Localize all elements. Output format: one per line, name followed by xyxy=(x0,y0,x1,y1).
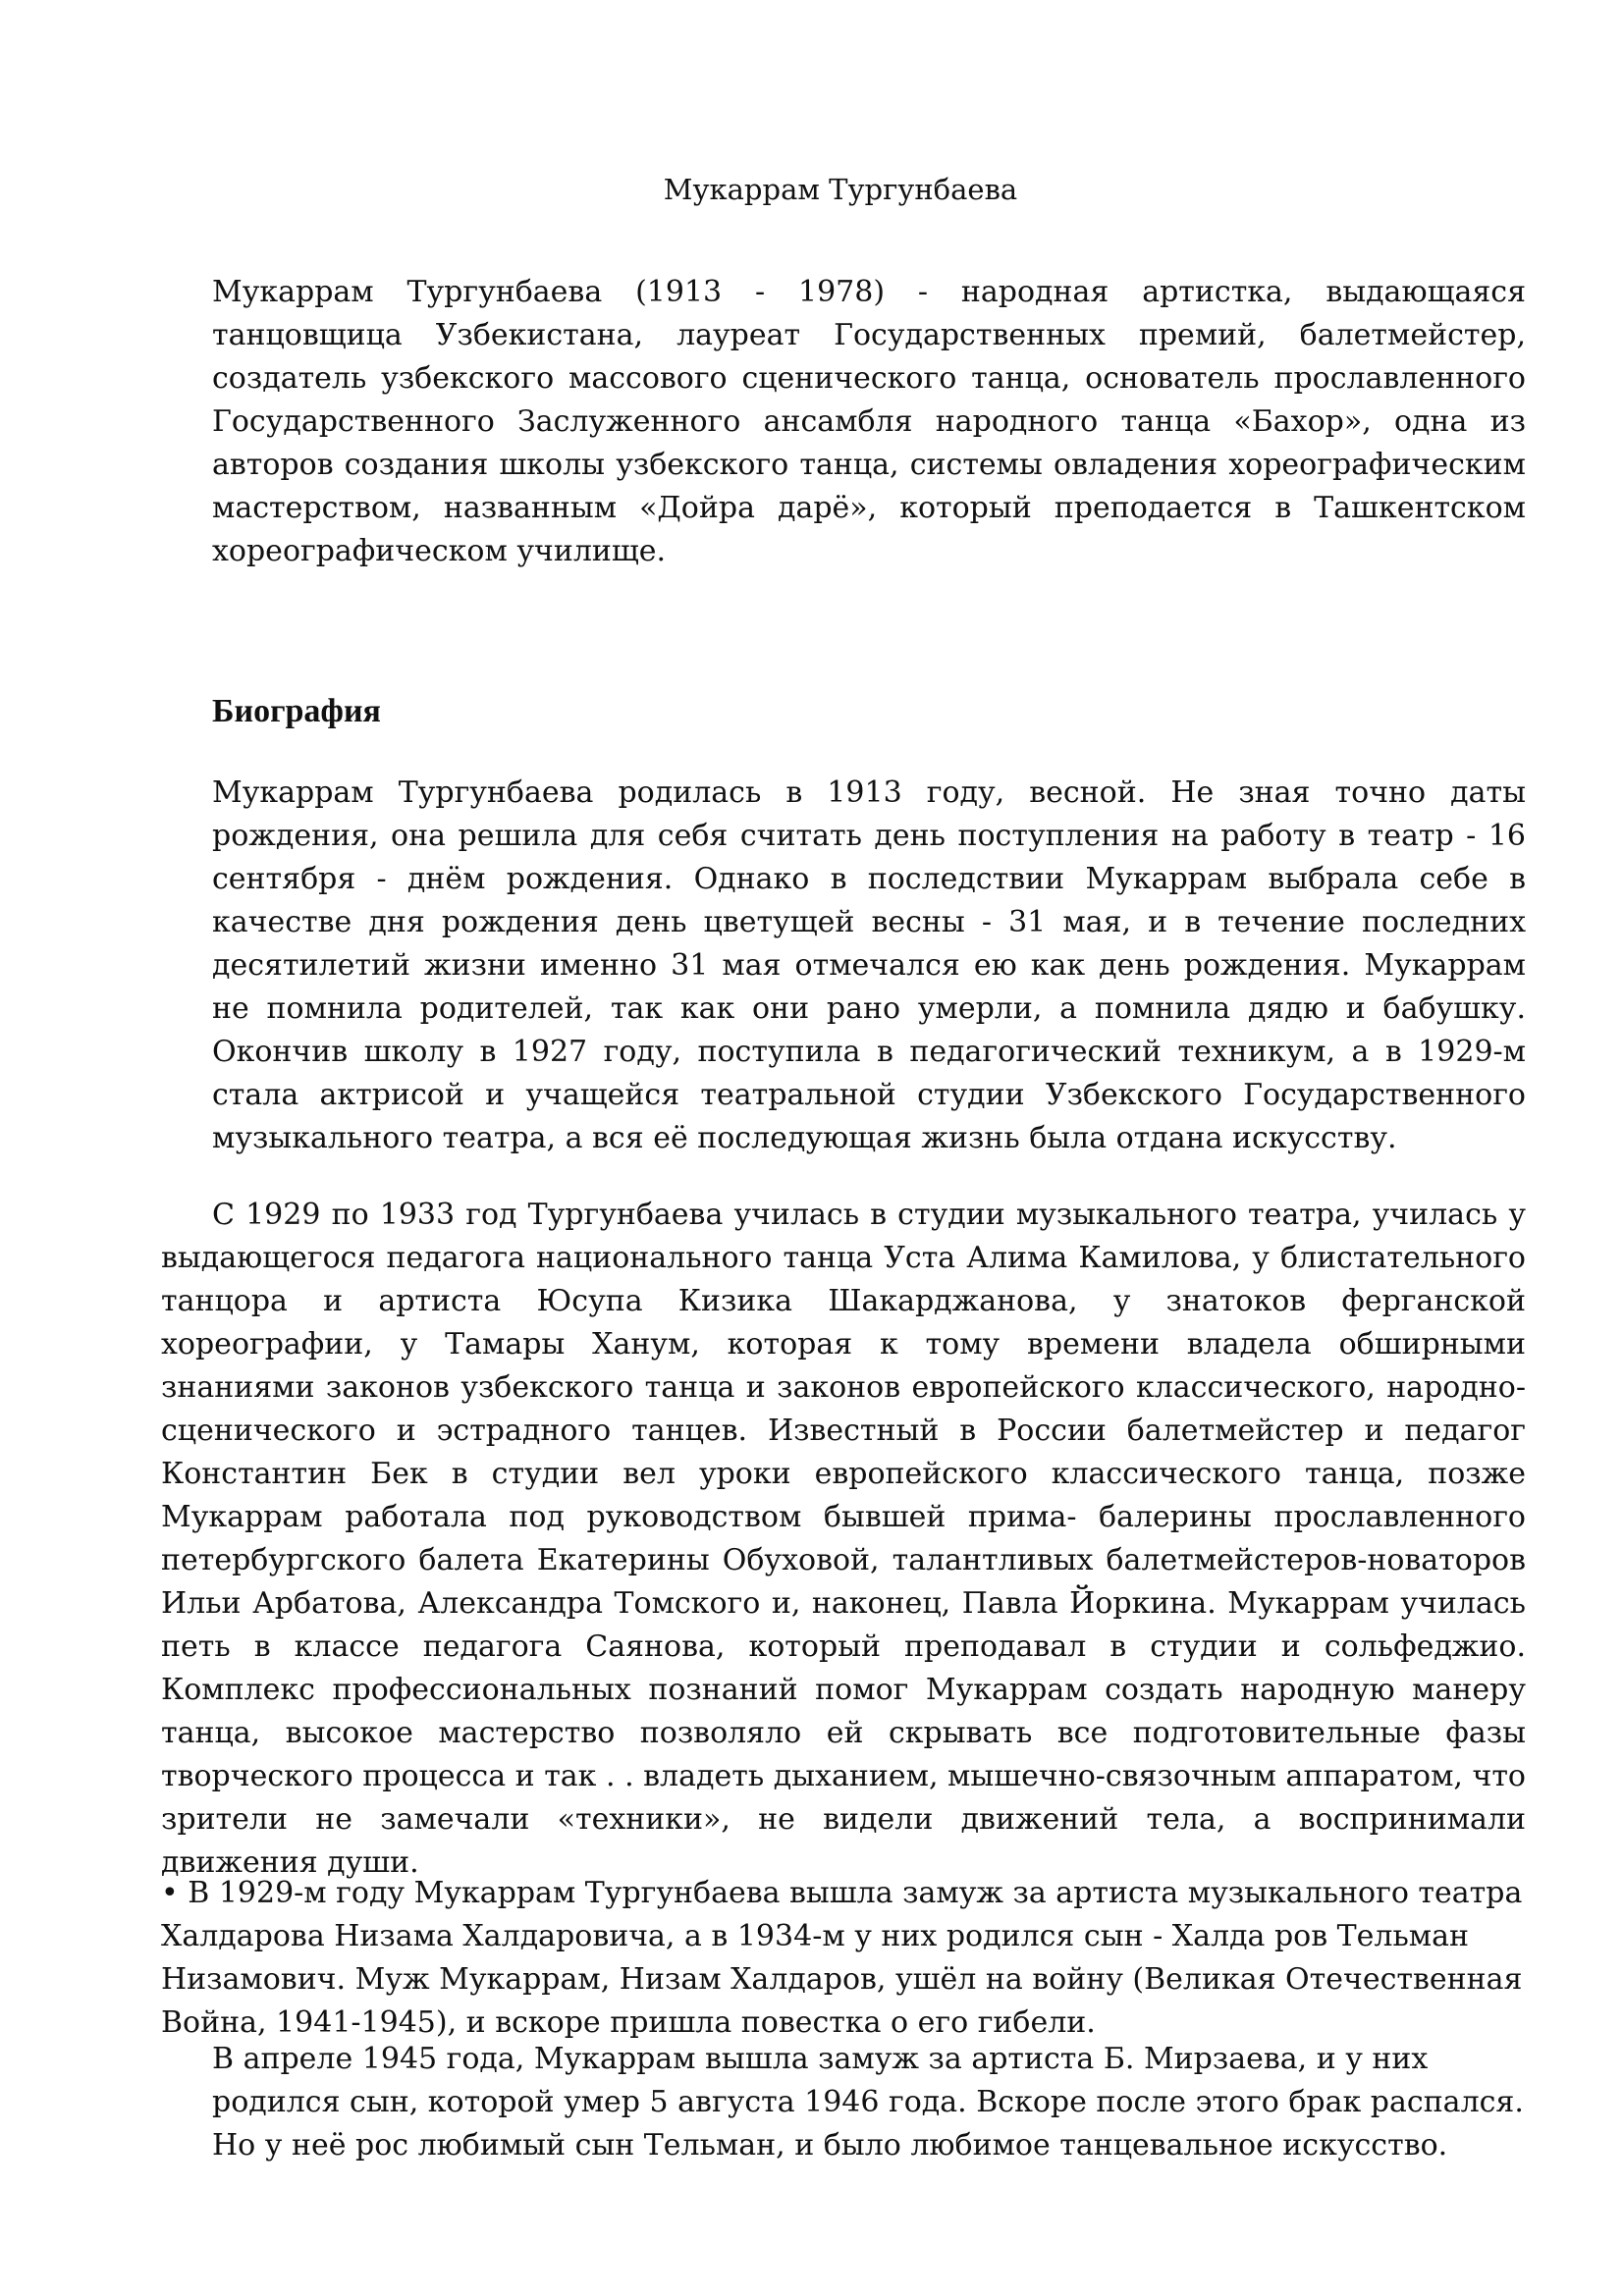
document-title: Мукаррам Тургунбаева xyxy=(663,173,1018,206)
biography-paragraph-3: • В 1929-м году Мукаррам Тургунбаева вышла замуж за артиста музыкального театра Халдарова Низама Халдаровича, а в 1934-м у них родился сын - Халда ров Тельман Низамович. Муж Мукаррам, Низам Халдаров, ушёл на войну (Великая Отечественная Война, 1941-1945), и вскоре пришла повестка о его гибели. xyxy=(161,1876,1523,2040)
biography-paragraph-2: С 1929 по 1933 год Тургунбаева училась в студии музыкального театра, училась у выдающегося педагога национального танца Уста Алима Камилова, у блистательного танцора и артиста Юсупа Кизика Шакарджанова, у знатоков ферганской хореографии, у Тамары Ханум, которая к тому времени владела обширными знаниями законов узбекского танца и законов европейского классического, народно-сценического и эстрадного танцев. Известный в России балетмейстер и педагог Константин Бек в студии вел уроки европейского классического танца, позже Мукаррам работала под руководством бывшей прима- балерины прославленного петербургского балета Екатерины Обуховой, талантливых балетмейстеров-новаторов Ильи Арбатова, Александра Томского и, наконец, Павла Йоркина. Мукаррам училась петь в классе педагога Саянова, который преподавал в студии и сольфеджио. Комплекс профессиональных познаний помог Мукаррам создать народную манеру танца, высокое мастерство позволяло ей скрывать все подготовительные фазы творческого процесса и так . . владеть дыханием, мышечно-связочным аппаратом, что зрители не замечали «техники», не видели движений тела, а воспринимали движения души. xyxy=(161,1198,1526,1880)
section-heading-biography: Биография xyxy=(212,693,381,729)
biography-paragraph-4: В апреле 1945 года, Мукаррам вышла замуж за артиста Б. Мирзаева, и у них родился сын, которой умер 5 августа 1946 года. Вскоре после этого брак распался. Но у неё рос любимый сын Тельман, и было любимое танцевальное искусство. xyxy=(212,2042,1524,2163)
lead-paragraph: Мукаррам Тургунбаева (1913 - 1978) - народная артистка, выдающаяся танцовщица Узбекистана, лауреат Государственных премий, балетмейстер, создатель узбекского массового сценического танца, основатель прославленного Государственного Заслуженного ансамбля народного танца «Бахор», одна из авторов создания школы узбекского танца, системы овладения хореографическим мастерством, названным «Дойра дарё», который преподается в Ташкентском хореографическом училище. xyxy=(212,275,1526,568)
biography-paragraph-1: Мукаррам Тургунбаева родилась в 1913 году, весной. Не зная точно даты рождения, она решила для себя считать день поступления на работу в театр - 16 сентября - днём рождения. Однако в последствии Мукаррам выбрала себе в качестве дня рождения день цветущей весны - 31 мая, и в течение последних десятилетий жизни именно 31 мая отмечался ею как день рождения. Мукаррам не помнила родителей, так как они рано умерли, а помнила дядю и бабушку. Окончив школу в 1927 году, поступила в педагогический техникум, а в 1929-м стала актрисой и учащейся театральной студии Узбекского Государственного музыкального театра, а вся её последующая жизнь была отдана искусству. xyxy=(212,775,1526,1155)
